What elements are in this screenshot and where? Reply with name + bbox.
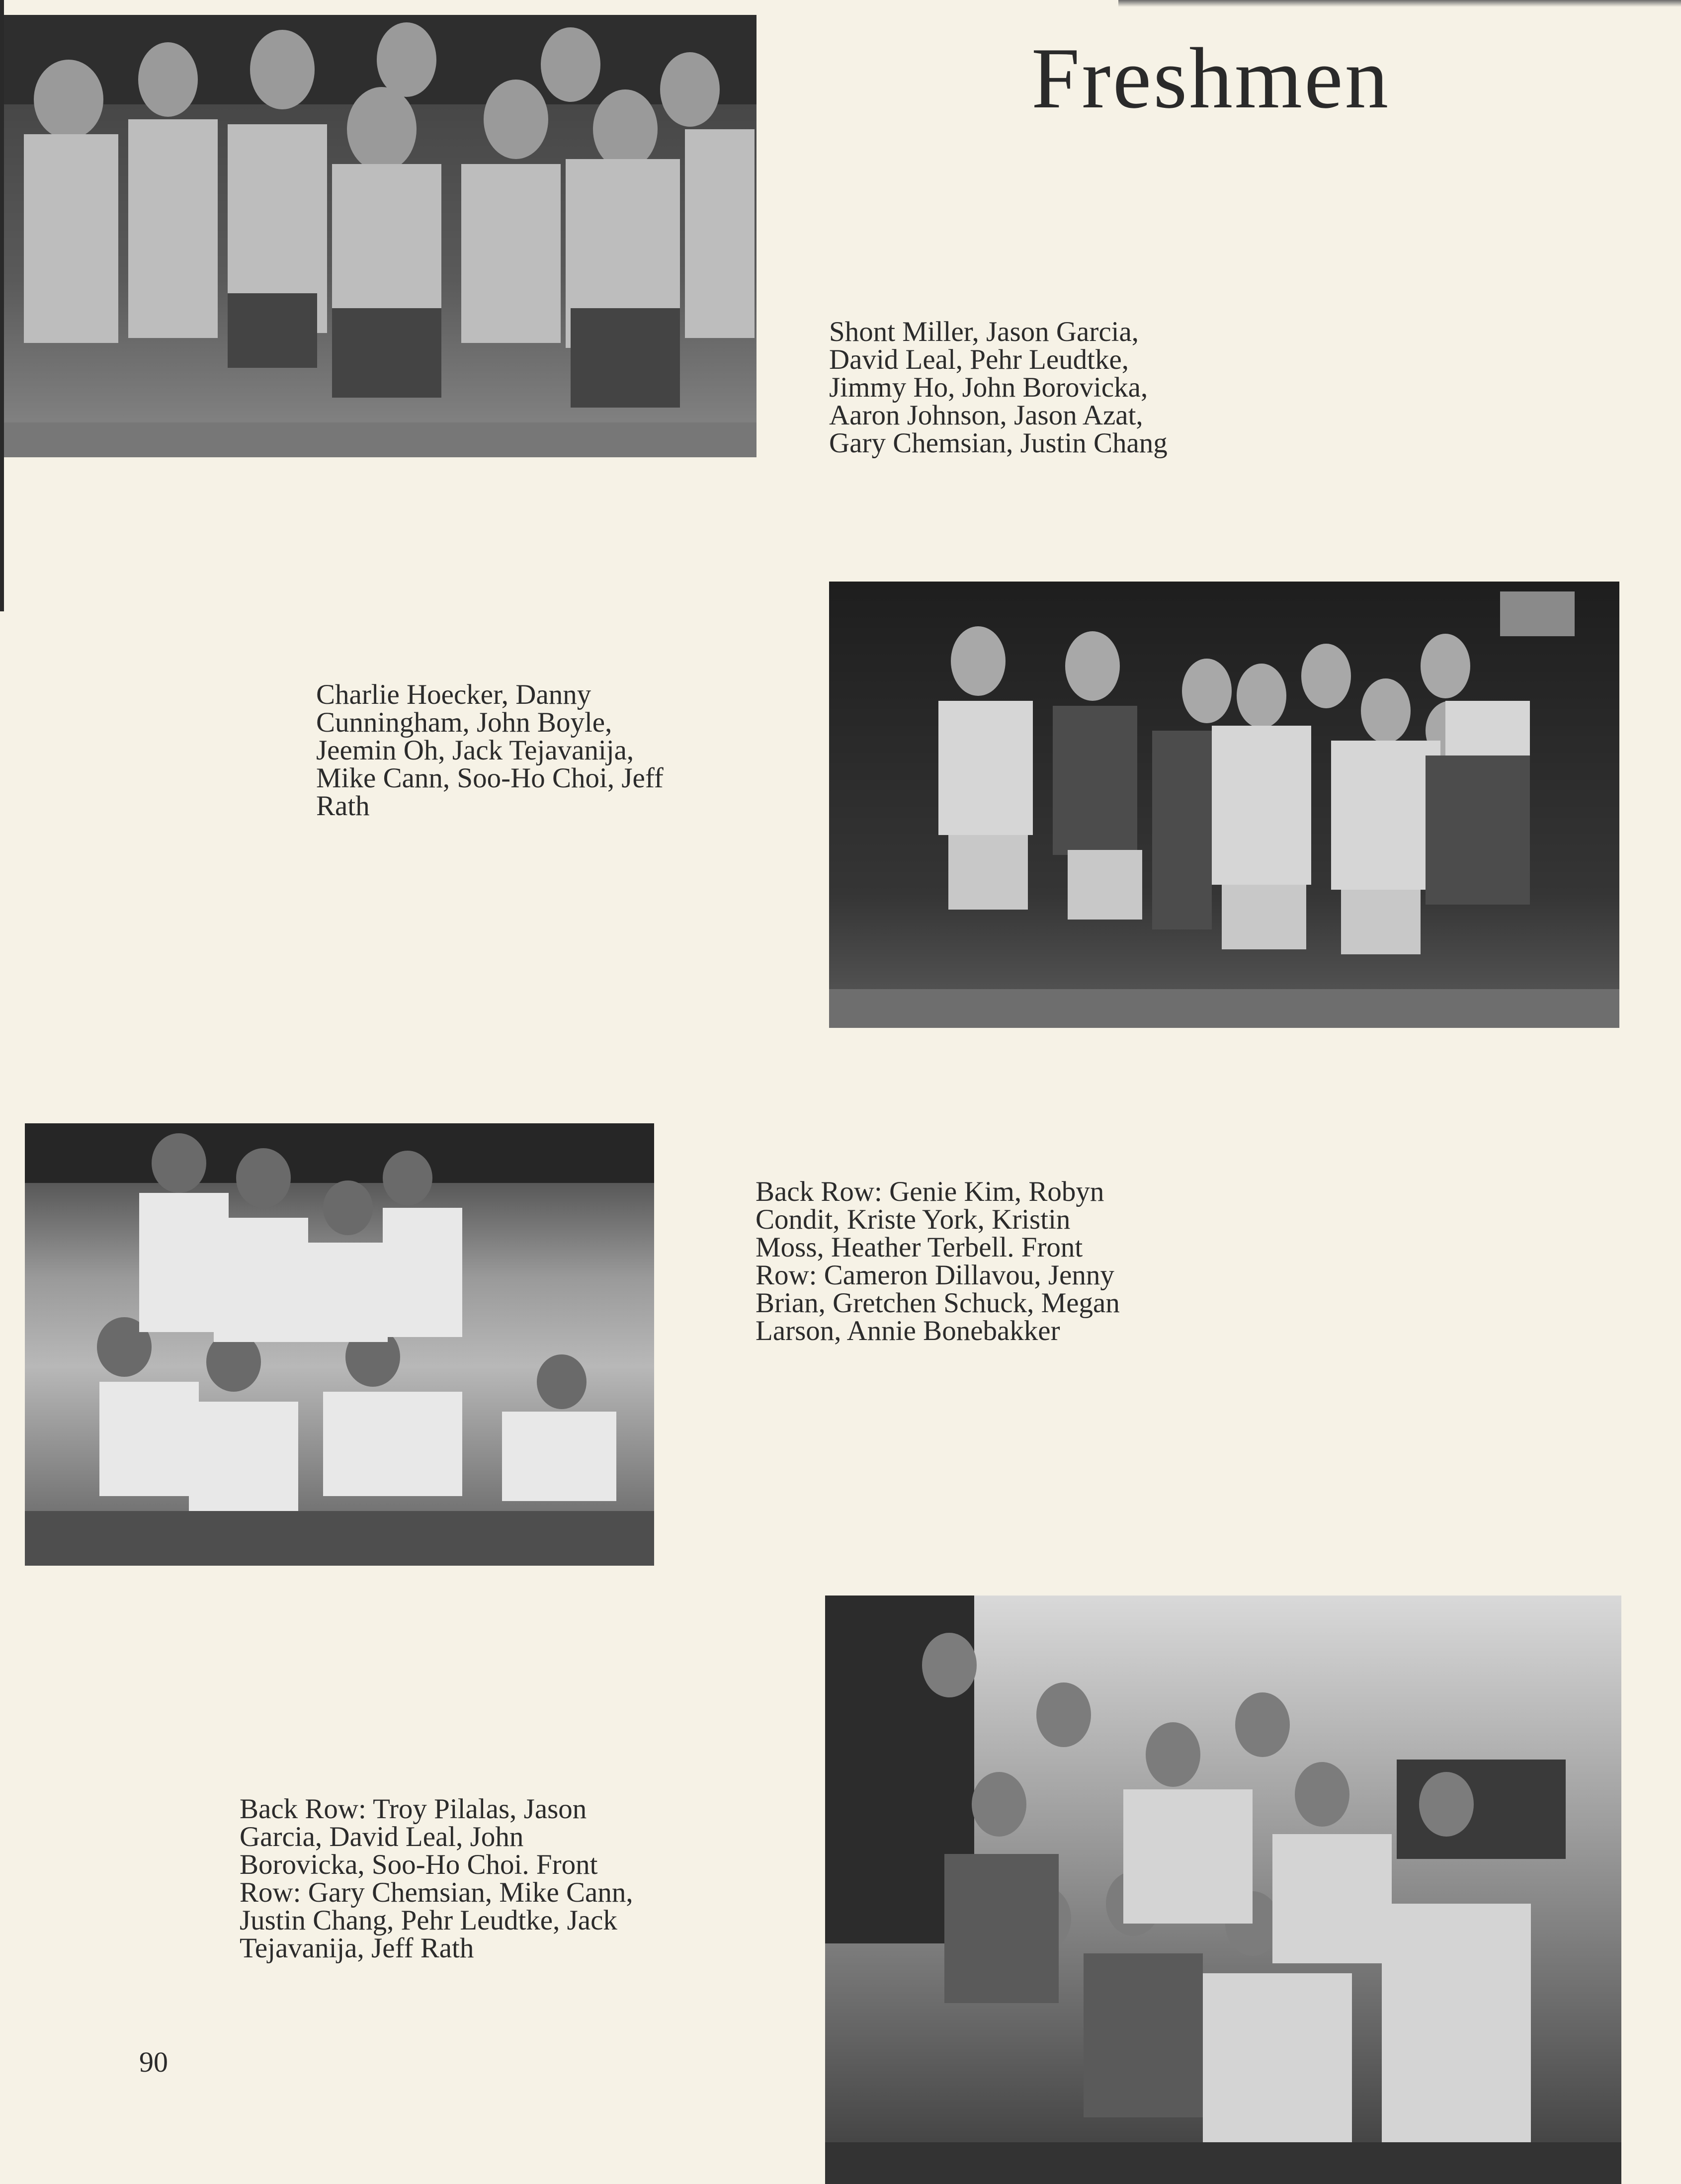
caption-line: Justin Chang, Pehr Leudtke, Jack [240, 1905, 617, 1936]
caption-photo-1 [829, 318, 1168, 457]
caption-photo-2 [316, 681, 664, 820]
caption-line: Jimmy Ho, John Borovicka, [829, 372, 1148, 403]
caption-line: Moss, Heather Terbell. Front [756, 1232, 1083, 1263]
caption-line: Back Row: Genie Kim, Robyn [756, 1176, 1104, 1207]
caption-line: Brian, Gretchen Schuck, Megan [756, 1287, 1120, 1319]
photo-freshmen-girls [25, 1123, 654, 1566]
photo-freshmen-group-2 [829, 582, 1619, 1028]
caption-line: Borovicka, Soo-Ho Choi. Front [240, 1849, 598, 1880]
caption-line: Jeemin Oh, Jack Tejavanija, [316, 735, 634, 766]
caption-line: Gary Chemsian, Justin Chang [829, 427, 1168, 459]
caption-line: Mike Cann, Soo-Ho Choi, Jeff [316, 762, 664, 794]
caption-line: Row: Gary Chemsian, Mike Cann, [240, 1877, 633, 1908]
caption-line: Condit, Kriste York, Kristin [756, 1204, 1071, 1235]
caption-line: Garcia, David Leal, John [240, 1821, 524, 1852]
caption-line: Cunningham, John Boyle, [316, 707, 612, 738]
caption-photo-4 [240, 1795, 633, 1962]
caption-line: Larson, Annie Bonebakker [756, 1315, 1060, 1346]
page-edge-top [1118, 0, 1681, 7]
caption-line: Charlie Hoecker, Danny [316, 679, 591, 710]
page-edge [0, 0, 4, 611]
caption-line: Shont Miller, Jason Garcia, [829, 316, 1139, 347]
page-number: 90 [139, 2046, 168, 2078]
photo-freshmen-group-1 [4, 15, 756, 457]
photo-freshmen-group-3 [825, 1596, 1621, 2184]
caption-line: Aaron Johnson, Jason Azat, [829, 400, 1143, 431]
caption-line: Back Row: Troy Pilalas, Jason [240, 1793, 587, 1825]
page-title: Freshmen [1031, 30, 1391, 126]
caption-line: David Leal, Pehr Leudtke, [829, 344, 1129, 375]
caption-line: Row: Cameron Dillavou, Jenny [756, 1260, 1114, 1291]
caption-line: Rath [316, 790, 370, 822]
caption-photo-3 [756, 1178, 1120, 1345]
caption-line: Tejavanija, Jeff Rath [240, 1932, 474, 1964]
